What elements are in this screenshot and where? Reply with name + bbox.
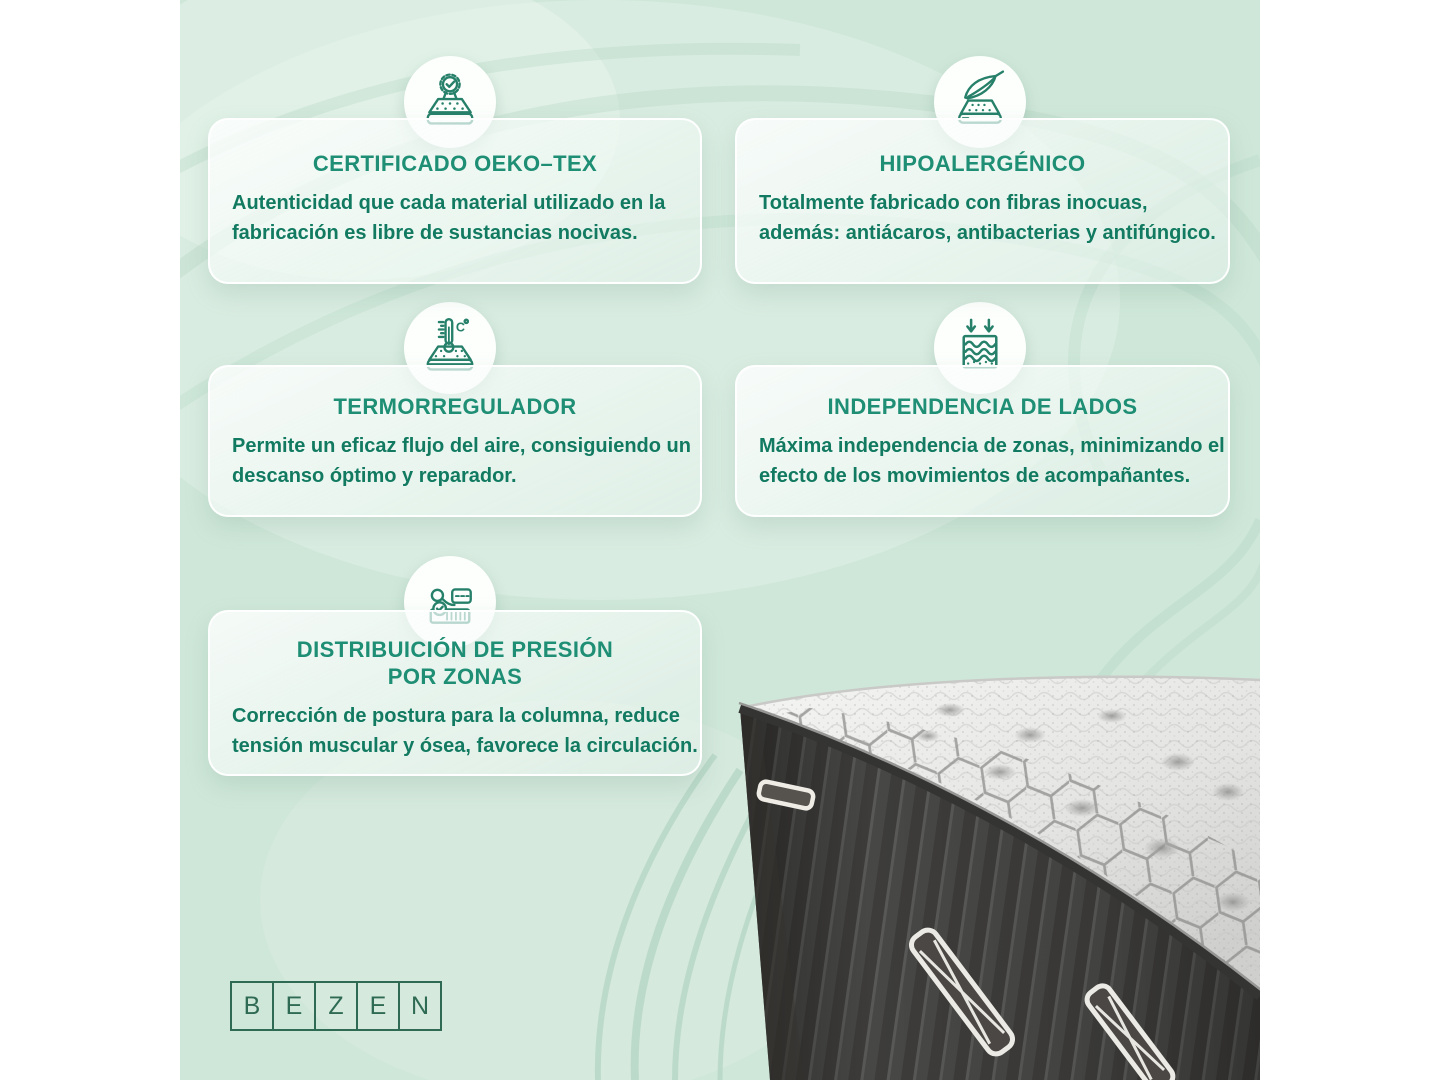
logo-letter-box: N <box>398 981 442 1031</box>
card-title: DISTRIBUICIÓN DE PRESIÓN POR ZONAS <box>296 637 614 689</box>
brand-logo-bezen <box>230 981 442 1031</box>
feature-card-hipoalergenico <box>735 118 1230 284</box>
feature-card-independencia-de-lados <box>735 365 1230 517</box>
card-body-line: además: antiácaros, antibacterias y antifúngico. <box>759 222 1216 244</box>
card-title: TERMORREGULADOR <box>333 394 577 419</box>
card-body-line: tensión muscular y ósea, favorece la circulación. <box>232 735 698 757</box>
logo-letter-box: B <box>230 981 274 1031</box>
feature-card-certificado-oeko-tex <box>208 118 702 284</box>
card-title: HIPOALERGÉNICO <box>879 151 1086 176</box>
card-body-line: Autenticidad que cada material utilizado en la <box>232 192 666 214</box>
svg-text:C: C <box>455 320 466 335</box>
card-body-line: Corrección de postura para la columna, reduce <box>232 705 680 727</box>
card-body-line: Totalmente fabricado con fibras inocuas, <box>759 192 1148 214</box>
card-body-line: efecto de los movimientos de acompañantes. <box>759 465 1191 487</box>
card-body-line: Máxima independencia de zonas, minimizando el <box>759 435 1225 457</box>
infographic-canvas <box>180 0 1260 1080</box>
logo-letter-box: Z <box>314 981 358 1031</box>
logo-letter-box: E <box>356 981 400 1031</box>
mattress-photo <box>700 640 1260 1080</box>
feature-card-termorregulador <box>208 365 702 517</box>
card-body-line: descanso óptimo y reparador. <box>232 465 517 487</box>
logo-letter-box: E <box>272 981 316 1031</box>
card-title: INDEPENDENCIA DE LADOS <box>827 394 1138 419</box>
card-body-line: fabricación es libre de sustancias nocivas. <box>232 222 638 244</box>
card-body-line: Permite un eficaz flujo del aire, consiguiendo un <box>232 435 691 457</box>
feature-card-distribucion-de-presion <box>208 610 702 776</box>
card-title: CERTIFICADO OEKO–TEX <box>312 151 598 176</box>
